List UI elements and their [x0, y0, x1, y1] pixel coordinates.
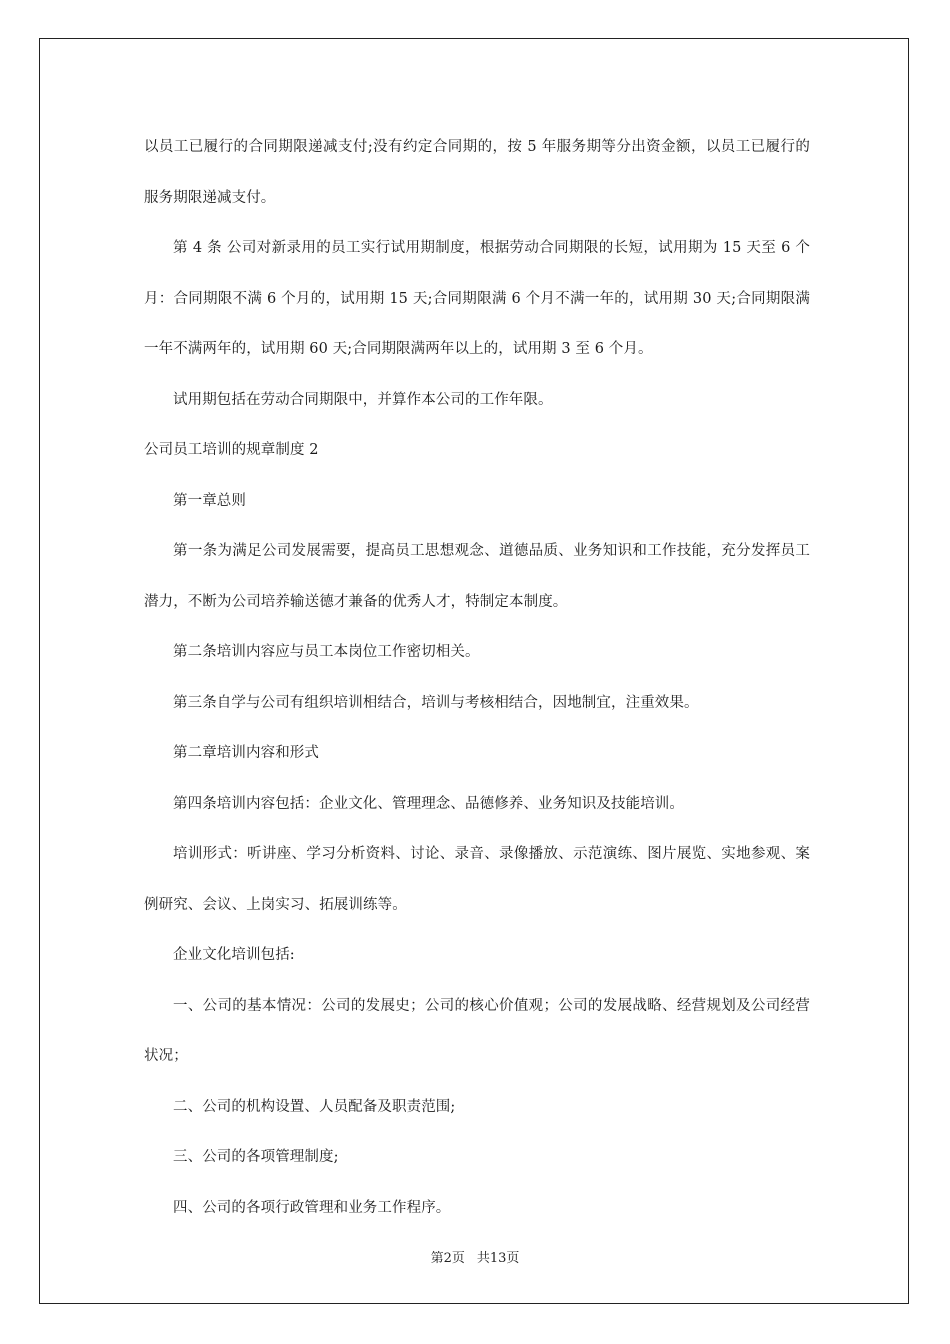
article-4: 第四条培训内容包括：企业文化、管理理念、品德修养、业务知识及技能培训。	[173, 795, 684, 812]
article-2: 第二条培训内容应与员工本岗位工作密切相关。	[173, 644, 480, 660]
paragraph-1: 以员工已履行的合同期限递减支付;没有约定合同期的，按 5 年服务期等分出资金额，以员工已履行的服务期限递减支付。	[144, 139, 810, 206]
article-1: 第一条为满足公司发展需要，提高员工思想观念、道德品质、业务知识和工作技能，充分发挥员工潜力，不断为公司培养输送德才兼备的优秀人才，特制定本制度。	[144, 543, 810, 610]
training-forms: 培训形式：听讲座、学习分析资料、讨论、录音、录像播放、示范演练、图片展览、实地参观、案例研究、会议、上岗实习、拓展训练等。	[144, 846, 810, 913]
document-body	[144, 122, 810, 1233]
list-item-3: 三、公司的各项管理制度;	[173, 1149, 339, 1165]
paragraph-2: 第 4 条 公司对新录用的员工实行试用期制度，根据劳动合同期限的长短，试用期为 15 天至 6 个月：合同期限不满 6 个月的，试用期 15 天;合同期限满 6 个月不满一年的，试用期 30 天;合同期限满一年不满两年的，试用期 60 天;合同期限满两年以上的，试用期 3 至 6 个月。	[144, 240, 810, 357]
culture-training-heading: 企业文化培训包括:	[173, 947, 295, 963]
page-number: 第2页	[430, 1251, 465, 1266]
page-total: 共13页	[476, 1251, 520, 1266]
chapter-heading-1: 第一章总则	[173, 492, 246, 509]
list-item-1: 一、公司的基本情况：公司的发展史；公司的核心价值观；公司的发展战略、经营规划及公司经营状况；	[144, 997, 810, 1064]
article-3: 第三条自学与公司有组织培训相结合，培训与考核相结合，因地制宜，注重效果。	[173, 694, 699, 711]
paragraph-3: 试用期包括在劳动合同期限中，并算作本公司的工作年限。	[173, 391, 553, 408]
section-title: 公司员工培训的规章制度 2	[144, 442, 319, 458]
page-footer	[0, 1247, 950, 1266]
chapter-heading-2: 第二章培训内容和形式	[173, 745, 319, 761]
list-item-4: 四、公司的各项行政管理和业务工作程序。	[173, 1199, 451, 1216]
list-item-2: 二、公司的机构设置、人员配备及职责范围;	[173, 1098, 456, 1115]
